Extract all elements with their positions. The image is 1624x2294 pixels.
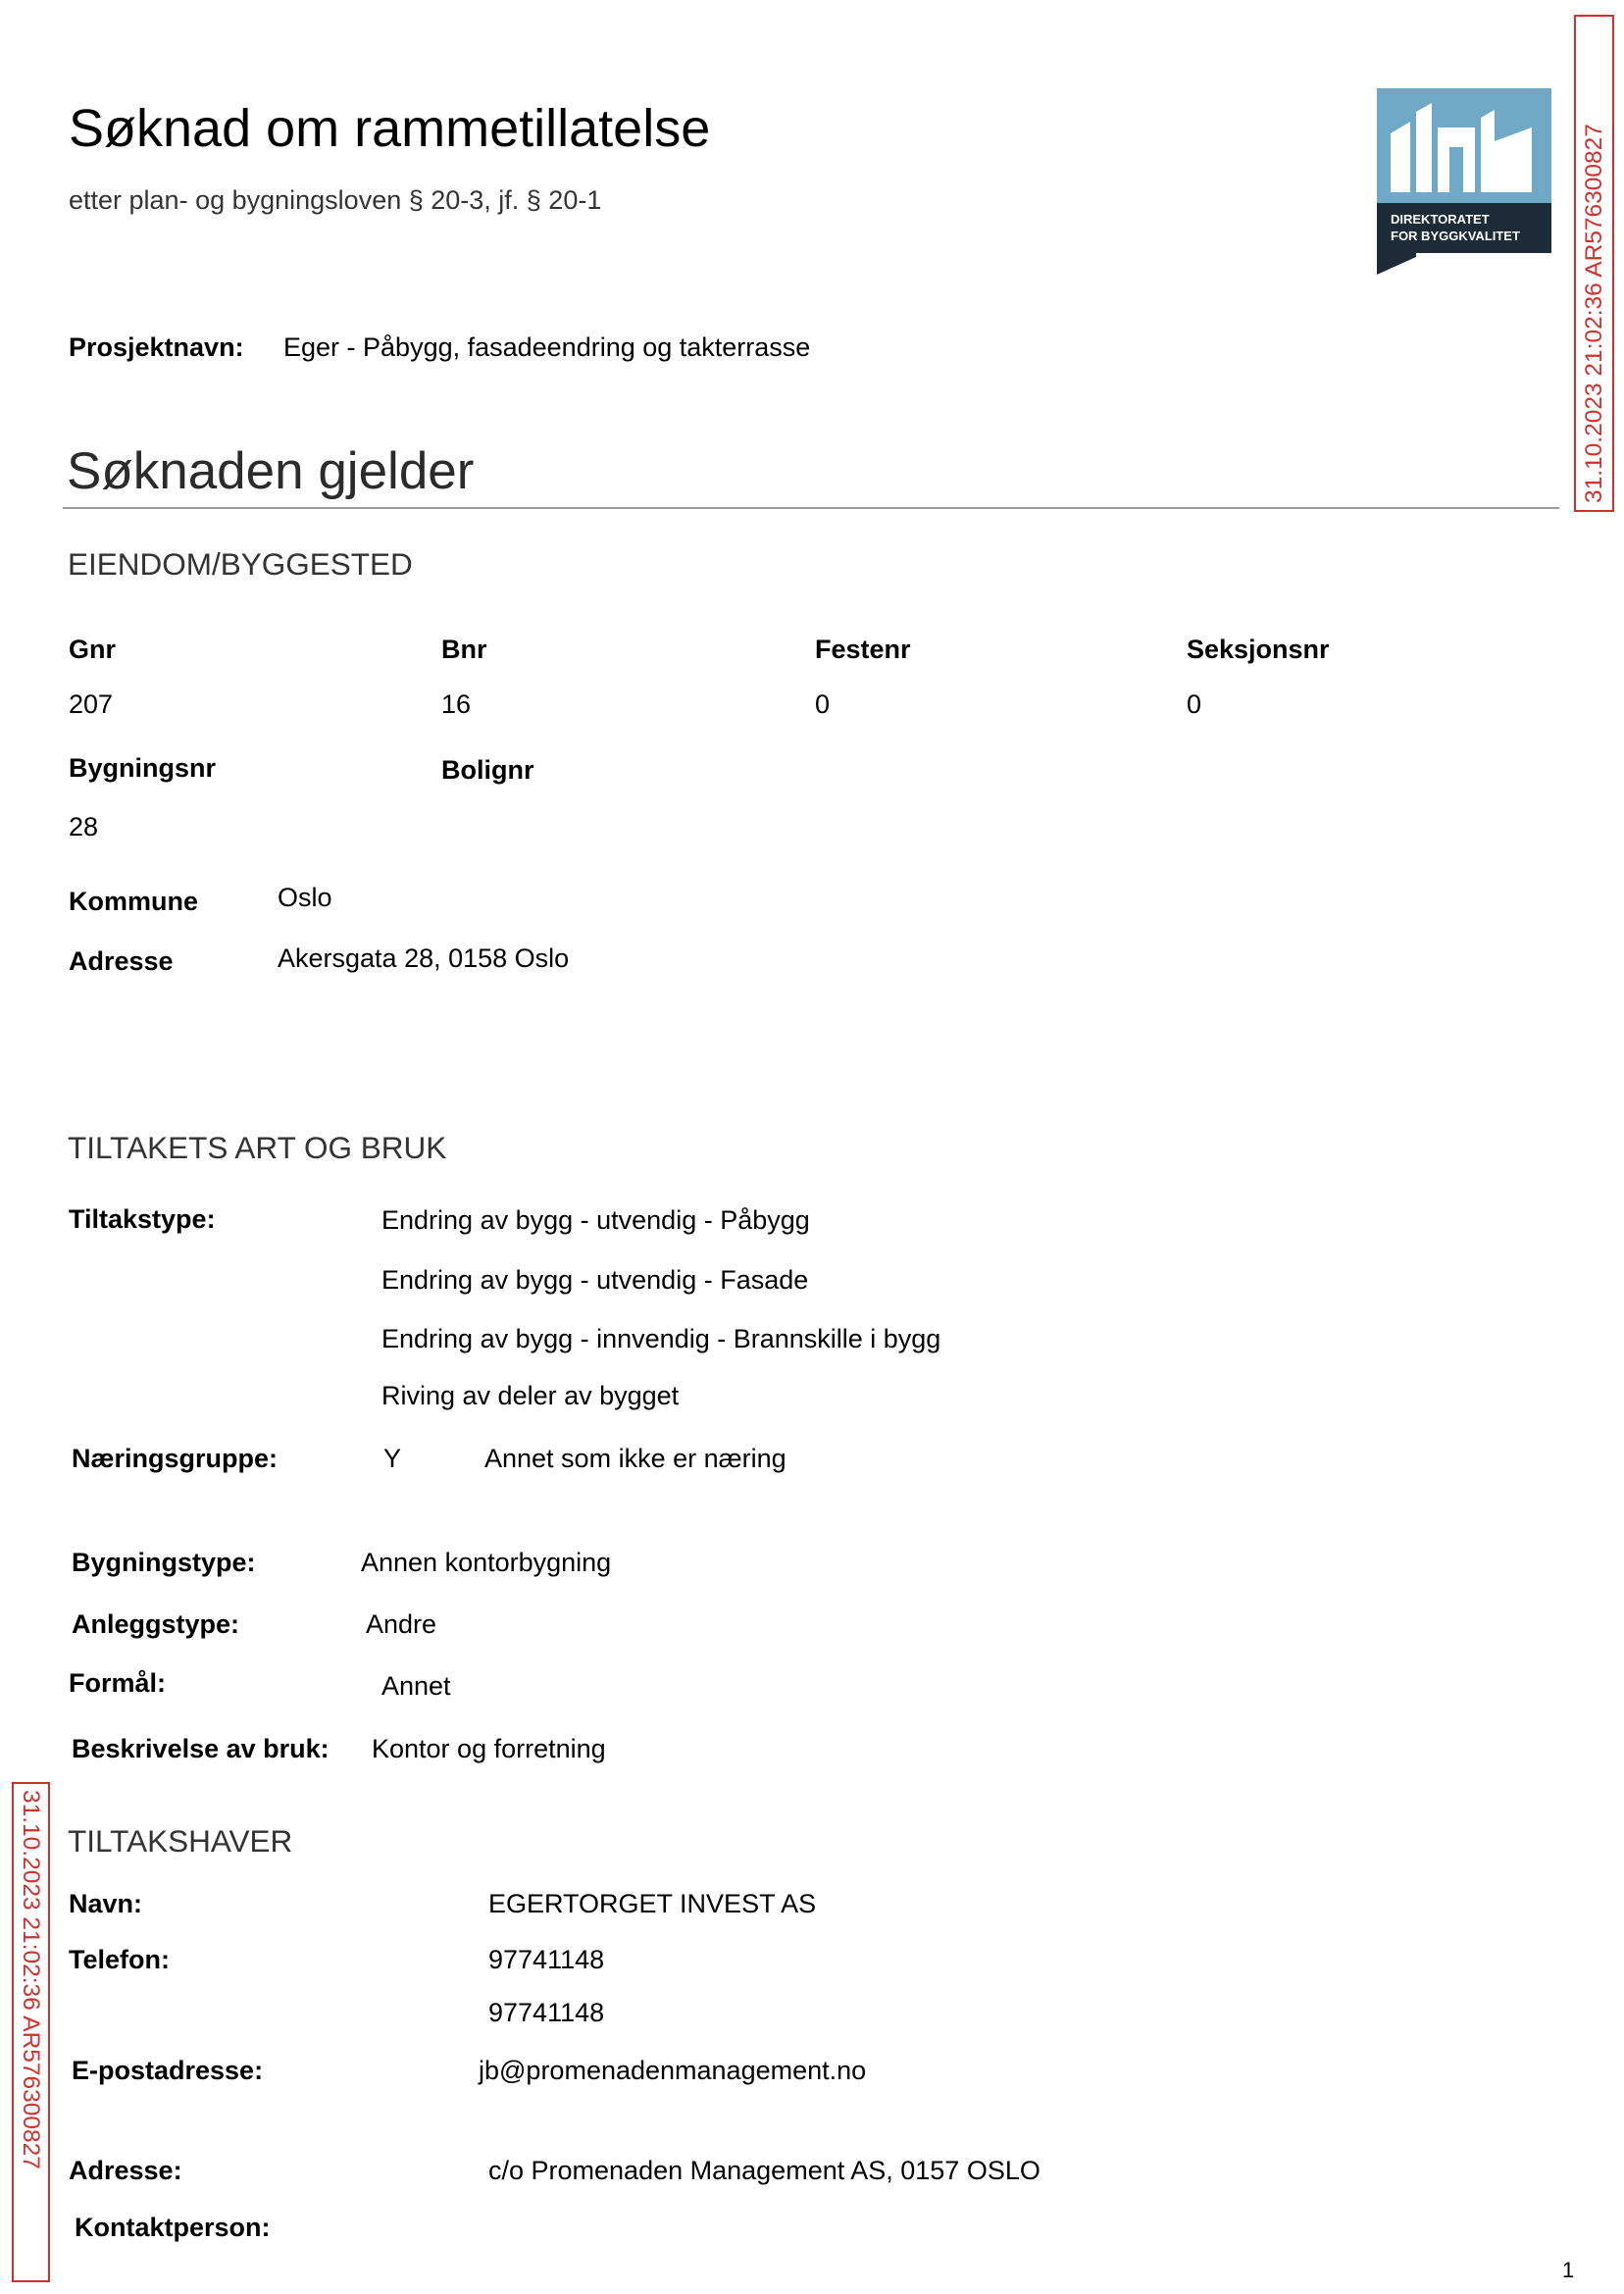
anleggstype-value: Andre <box>366 1609 437 1639</box>
logo-text-line2: FOR BYGGKVALITET <box>1391 229 1520 243</box>
kommune-value: Oslo <box>278 883 332 912</box>
bygningstype-value: Annen kontorbygning <box>361 1548 612 1577</box>
tiltakstype-item: Endring av bygg - innvendig - Brannskille i bygg <box>381 1324 941 1353</box>
formaal-label: Formål: <box>69 1668 167 1698</box>
naeringsgruppe-code: Y <box>383 1444 402 1473</box>
section-rule <box>63 507 1559 509</box>
bygningsnr-label: Bygningsnr <box>69 753 217 783</box>
telefon-label: Telefon: <box>69 1945 170 1974</box>
timestamp-stamp-left <box>12 1782 50 2282</box>
bnr-value: 16 <box>441 689 472 719</box>
seksjonsnr-label: Seksjonsnr <box>1187 635 1330 664</box>
bruk-value: Kontor og forretning <box>372 1734 606 1763</box>
festenr-label: Festenr <box>815 635 911 664</box>
tiltakstype-item: Endring av bygg - utvendig - Fasade <box>381 1265 809 1295</box>
section-heading: Søknaden gjelder <box>67 442 475 500</box>
tiltakstype-label: Tiltakstype: <box>69 1204 216 1234</box>
timestamp-stamp-text: 31.10.2023 21:02:36 AR576300827 <box>18 1790 44 2169</box>
logo-pennant-tail <box>1377 252 1416 275</box>
adresse-label: Adresse <box>69 946 174 976</box>
project-name-label: Prosjektnavn: <box>69 332 244 362</box>
naeringsgruppe-label: Næringsgruppe: <box>72 1444 279 1473</box>
gnr-value: 207 <box>69 689 114 719</box>
telefon-value: 97741148 <box>488 1998 605 2027</box>
applicant-adresse-label: Adresse: <box>69 2156 182 2185</box>
document-title: Søknad om rammetillatelse <box>69 99 711 158</box>
bolignr-label: Bolignr <box>441 755 534 785</box>
bnr-label: Bnr <box>441 635 487 664</box>
logo-text-line1: DIREKTORATET <box>1391 212 1490 227</box>
navn-value: EGERTORGET INVEST AS <box>488 1889 817 1918</box>
timestamp-stamp-text: 31.10.2023 21:02:36 AR576300827 <box>1581 124 1607 503</box>
measure-heading: TILTAKETS ART OG BRUK <box>68 1130 447 1165</box>
applicant-adresse-value: c/o Promenaden Management AS, 0157 OSLO <box>488 2156 1040 2185</box>
tiltakstype-item: Riving av deler av bygget <box>381 1381 680 1410</box>
applicant-heading: TILTAKSHAVER <box>68 1823 293 1859</box>
adresse-value: Akersgata 28, 0158 Oslo <box>278 943 570 973</box>
page-number: 1 <box>1562 2258 1575 2282</box>
bygningsnr-value: 28 <box>69 812 99 841</box>
seksjonsnr-value: 0 <box>1187 689 1202 719</box>
formaal-value: Annet <box>381 1671 451 1701</box>
telefon-value: 97741148 <box>488 1945 605 1974</box>
project-name-value: Eger - Påbygg, fasadeendring og takterrasse <box>283 332 811 362</box>
tiltakstype-item: Endring av bygg - utvendig - Påbygg <box>381 1205 810 1235</box>
dibk-logo <box>1377 88 1551 275</box>
kontaktperson-label: Kontaktperson: <box>75 2213 271 2242</box>
gnr-label: Gnr <box>69 635 117 664</box>
navn-label: Navn: <box>69 1889 143 1918</box>
festenr-value: 0 <box>815 689 831 719</box>
anleggstype-label: Anleggstype: <box>72 1609 240 1639</box>
kommune-label: Kommune <box>69 887 199 916</box>
document-subtitle: etter plan- og bygningsloven § 20-3, jf. § 20-1 <box>69 185 602 215</box>
bygningstype-label: Bygningstype: <box>72 1548 256 1577</box>
timestamp-stamp-right <box>1574 15 1614 512</box>
bruk-label: Beskrivelse av bruk: <box>72 1734 330 1763</box>
property-heading: EIENDOM/BYGGESTED <box>68 546 413 582</box>
naeringsgruppe-text: Annet som ikke er næring <box>484 1444 787 1473</box>
epost-label: E-postadresse: <box>72 2056 264 2085</box>
dibk-logo-graphic <box>1377 88 1551 275</box>
epost-value: jb@promenadenmanagement.no <box>479 2056 867 2085</box>
